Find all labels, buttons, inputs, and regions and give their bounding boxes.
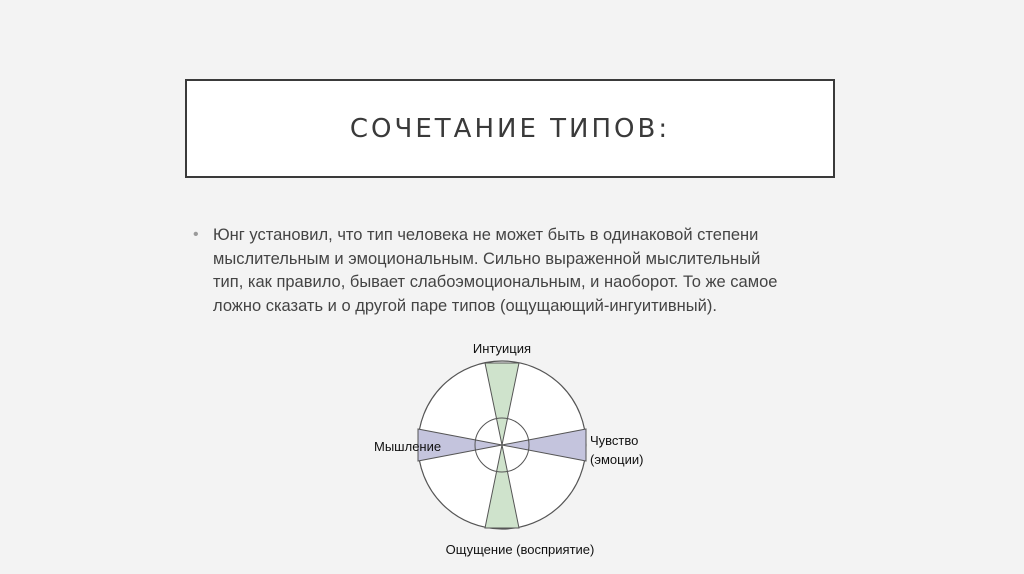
bullet-paragraph bbox=[213, 224, 828, 318]
label-intuition: Интуиция bbox=[472, 341, 532, 356]
types-diagram bbox=[360, 335, 680, 570]
bullet-line-3: тип, как правило, бывает слабоэмоциональным, и наоборот. То же самое bbox=[213, 273, 778, 291]
label-feeling-line1: Чувство bbox=[590, 433, 639, 448]
label-sensation: Ощущение (восприятие) bbox=[445, 542, 595, 557]
label-thinking: Мышление bbox=[374, 439, 442, 454]
title-box bbox=[185, 79, 835, 178]
bullet-line-2: мыслительным и эмоциональным. Сильно выраженной мыслительный bbox=[213, 249, 761, 268]
bullet-line-4: ложно сказать и о другой паре типов (ощущающий-ингуитивный). bbox=[213, 296, 717, 315]
types-diagram-svg bbox=[360, 335, 680, 570]
bullet-marker: • bbox=[193, 226, 199, 243]
slide-title: СОЧЕТАНИЕ ТИПОВ: bbox=[349, 113, 671, 144]
label-feeling-line2: (эмоции) bbox=[590, 452, 644, 467]
bullet-line-1: Юнг установил, что тип человека не может быть в одинаковой степени bbox=[213, 226, 759, 244]
